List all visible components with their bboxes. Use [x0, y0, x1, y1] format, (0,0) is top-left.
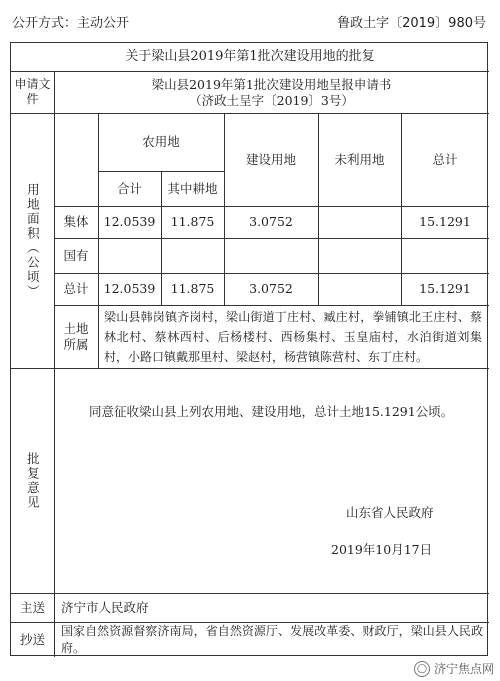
application-label: 申请文件 [14, 77, 51, 106]
col-cultivated: 其中耕地 [167, 180, 218, 196]
application-title: 梁山县2019年第1批次建设用地呈报申请书 [151, 76, 392, 92]
divider [54, 593, 55, 657]
divider [318, 273, 319, 305]
disclosure-method: 公开方式：主动公开 [12, 16, 130, 31]
row-label-total: 总计 [63, 281, 89, 297]
chat-bubble-icon: ◯ [414, 661, 430, 677]
approval-label: 批复意见 [25, 451, 41, 510]
total-unused [318, 273, 401, 305]
approval-date: 2019年10月17日 [331, 542, 433, 557]
total-construction: 3.0752 [249, 281, 293, 297]
col-farmland: 农用地 [142, 134, 180, 150]
divider [11, 368, 489, 369]
divider [401, 273, 402, 305]
ownership-villages: 梁山县韩岗镇齐岗村，梁山街道丁庄村、臧庄村，拳铺镇北王庄村、蔡林北村、蔡林西村、后杨楼村、西杨集村、玉皇庙村，水泊街道刘集村，小路口镇戴那里村、梁赵村，杨营镇陈营村、东丁庄村。 [104, 310, 482, 364]
document-number: 鲁政土字〔2019〕980号 [337, 16, 486, 31]
collective-construction: 3.0752 [249, 214, 293, 230]
divider [54, 368, 55, 593]
watermark [414, 660, 494, 677]
row-label-collective: 集体 [63, 214, 89, 230]
ownership-label [54, 305, 98, 368]
col-grand-total: 总计 [432, 151, 458, 167]
approval-title: 关于梁山县2019年第1批次建设用地的批复 [125, 48, 375, 64]
cc-label: 抄送 [19, 631, 45, 647]
collective-grand-total: 15.1291 [419, 214, 471, 230]
row-label-state: 国有 [63, 247, 89, 263]
ownership-label-text: 土地所属 [63, 320, 89, 352]
col-construction: 建设用地 [245, 151, 296, 167]
collective-unused [318, 206, 401, 238]
divider [54, 305, 489, 306]
total-cultivated: 11.875 [170, 281, 215, 297]
application-document [54, 72, 489, 113]
approval-signer: 山东省人民政府 [346, 505, 434, 520]
approval-text: 同意征收梁山县上列农用地、建设用地，总计土地15.1291公顷。 [89, 404, 454, 419]
main-send-label: 主送 [19, 599, 45, 615]
divider [54, 238, 489, 239]
land-area-label: 用地面积（公顷） [25, 182, 41, 299]
watermark-text: 济宁焦点网 [433, 662, 494, 676]
cc-value: 国家自然资源督察济南局，省自然资源厅、发展改革委、财政厅，梁山县人民政府。 [61, 624, 483, 655]
divider [161, 273, 162, 305]
main-send-value: 济宁市人民政府 [61, 599, 149, 615]
total-farmland-total: 12.0539 [103, 281, 156, 297]
col-unused: 未利用地 [334, 151, 385, 167]
total-grand-total: 15.1291 [419, 281, 471, 297]
divider [224, 273, 225, 305]
collective-farmland-total: 12.0539 [103, 214, 156, 230]
approval-form [10, 42, 488, 656]
collective-cultivated: 11.875 [170, 214, 215, 230]
col-subtotal: 合计 [116, 180, 142, 196]
application-number: （济政土呈字〔2019〕3号） [189, 92, 354, 108]
